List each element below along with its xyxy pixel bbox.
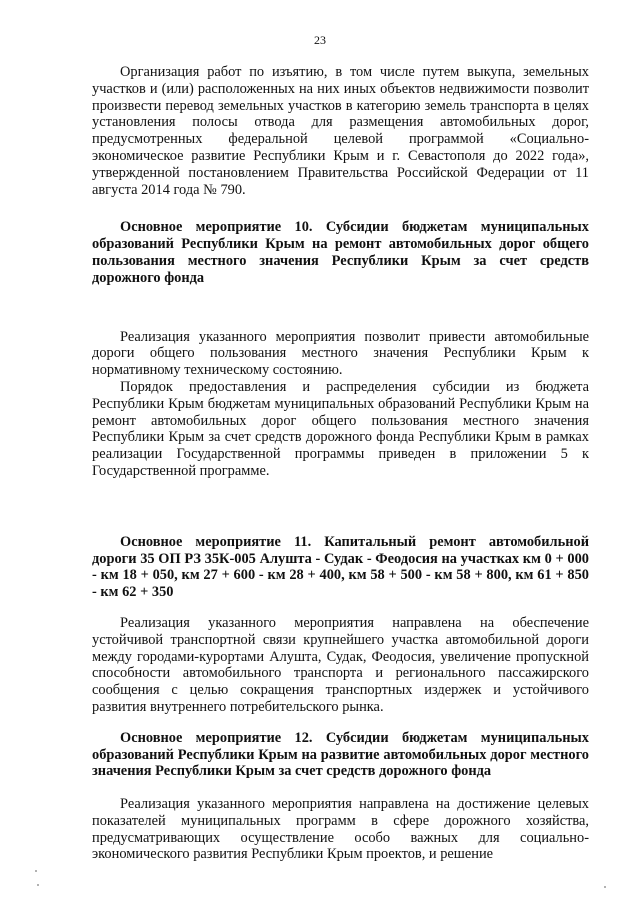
paragraph-land-acquisition: Организация работ по изъятию, в том числе путем выкупа, земельных участков и (или) расположенных на них иных объектов недвижимости позволит произвести перевод земельных участков в категорию земель транспорта в целях установления полосы отвода для размещения автомобильных дорог, предусмотренных федеральной целевой программой «Социально-экономическое развитие Республики Крым и г. Севастополя до 2022 года», утвержденной постановлением Правительства Российской Федерации от 11 августа 2014 года № 790. xyxy=(92,64,589,198)
paragraph-measure-10-goal: Реализация указанного мероприятия позволит привести автомобильные дороги общего пользования местного значения Республики Крым к нормативному техническому состоянию. xyxy=(92,328,589,379)
paragraph-measure-12-goal: Реализация указанного мероприятия направлена на достижение целевых показателей муниципальных программ в сфере дорожного хозяйства, предусматривающих осуществление особо важных для социально-экономического развития Республики Крым проектов, и решение xyxy=(92,796,589,863)
heading-measure-10: Основное мероприятие 10. Субсидии бюджетам муниципальных образований Республики Крым на ремонт автомобильных дорог общего пользования местного значения Республики Крым за счет средств дорожного фонда xyxy=(92,219,589,286)
heading-measure-12: Основное мероприятие 12. Субсидии бюджетам муниципальных образований Республики Крым на развитие автомобильных дорог местного значения Республики Крым за счет средств дорожного фонда xyxy=(92,729,589,780)
heading-measure-11: Основное мероприятие 11. Капитальный ремонт автомобильной дороги 35 ОП РЗ 35К-005 Алушта - Судак - Феодосия на участках км 0 + 000 - км 18 + 050, км 27 + 600 - км 28 + 400, км 58 + 500 - км 58 + 800, км 61 + 850 - км 62 + 350 xyxy=(92,533,589,601)
paragraph-measure-10-procedure: Порядок предоставления и распределения субсидии из бюджета Республики Крым бюджетам муниципальных образований Республики Крым на ремонт автомобильных дорог общего пользования местного значения Республики Крым за счет средств дорожного фонда Республики Крым в рамках реализации Государственной программы приведен в приложении 5 к Государственной программе. xyxy=(92,378,589,479)
scan-speck xyxy=(35,870,37,872)
scan-speck xyxy=(604,886,606,888)
paragraph-measure-11-goal: Реализация указанного мероприятия направлена на обеспечение устойчивой транспортной связи крупнейшего участка автомобильной дороги между городами-курортами Алушта, Судак, Феодосия, увеличение пропускной способности автомобильного транспорта и регионального пассажирского сообщения с целью сокращения транспортных издержек и устойчивого развития внутреннего потребительского рынка. xyxy=(92,614,589,715)
scan-speck xyxy=(37,884,39,886)
document-body xyxy=(92,64,589,863)
page-number: 23 xyxy=(314,33,326,47)
